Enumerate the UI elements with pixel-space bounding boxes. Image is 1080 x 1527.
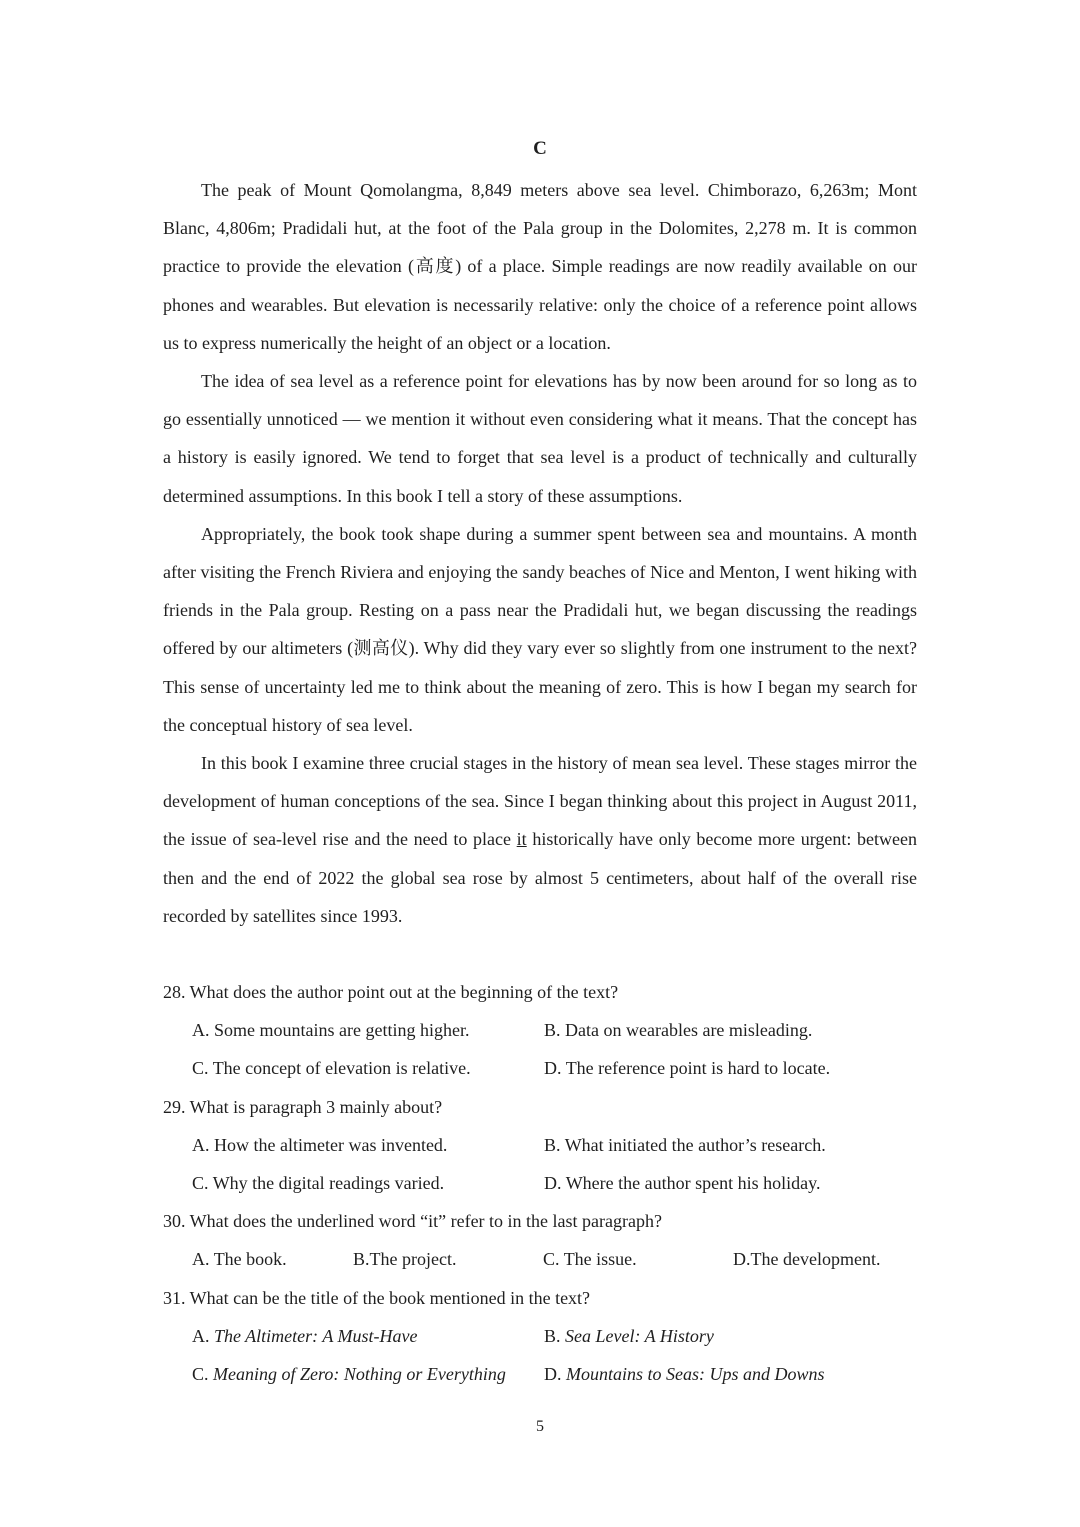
question-stem: 28. What does the author point out at the beginning of the text?: [163, 982, 619, 1002]
option-a: [192, 1011, 544, 1049]
option-d: [544, 1049, 830, 1087]
option-text: Sea Level: A History: [565, 1325, 714, 1346]
option-letter: A.: [192, 1020, 214, 1041]
question-29: [163, 1088, 923, 1203]
option-row: [163, 1240, 923, 1278]
question-30: [163, 1202, 923, 1278]
option-c: [543, 1240, 733, 1278]
option-letter: A.: [192, 1325, 214, 1346]
option-d: [733, 1240, 923, 1278]
option-b: [544, 1126, 826, 1164]
question-stem: 31. What can be the title of the book mentioned in the text?: [163, 1287, 591, 1308]
option-letter: B.: [353, 1249, 370, 1270]
paragraph-4-text-start: In this book I examine three crucial stages in the history of mean sea level. These stages mirror the development of human conceptions of the sea. Since I began thinking about this project in August 2011, the issue of sea-level rise and the need to place: [163, 753, 917, 850]
option-text: The reference point is hard to locate.: [565, 1058, 831, 1079]
option-letter: B.: [544, 1134, 565, 1155]
option-letter: D.: [544, 1173, 566, 1194]
question-stem: 29. What is paragraph 3 mainly about?: [163, 1096, 443, 1117]
option-text: The project.: [369, 1249, 457, 1270]
option-letter: B.: [544, 1020, 566, 1041]
option-row: [163, 1164, 923, 1202]
option-row: [163, 1126, 923, 1164]
option-c: [192, 1164, 544, 1202]
option-c: [192, 1355, 544, 1393]
option-text: Why the digital readings varied.: [212, 1173, 445, 1194]
passage-paragraph-3: Appropriately, the book took shape during a summer spent between sea and mountains. A month after visiting the French Riviera and enjoying the sandy beaches of Nice and Menton, I went hiking with friends in the Pala group. Resting on a pass near the Pradidali hut, we began discussing the readings offered by our altimeters (测高仪). Why did they vary ever so slightly from one instrument to the next? This sense of uncertainty led me to think about the meaning of zero. This is how I began my search for the conceptual history of sea level.: [163, 523, 917, 735]
option-b: [544, 1011, 812, 1049]
option-letter: D.: [544, 1058, 566, 1079]
option-a: [192, 1317, 544, 1355]
section-heading: C: [533, 138, 547, 159]
option-b: [353, 1240, 543, 1278]
option-text: The Altimeter: A Must-Have: [214, 1325, 418, 1346]
option-letter: B.: [544, 1325, 566, 1346]
option-letter: D.: [544, 1364, 566, 1385]
option-letter: A.: [192, 1249, 214, 1270]
option-text: Meaning of Zero: Nothing or Everything: [213, 1364, 506, 1385]
option-row: [163, 1049, 923, 1087]
option-letter: C.: [543, 1249, 564, 1270]
option-text: How the altimeter was invented.: [214, 1134, 448, 1155]
reading-passage: [163, 171, 917, 935]
paragraph-4-text-end: historically have only become more urgent: between then and the end of 2022 the global sea rose by almost 5 centimeters, about half of the overall rise recorded by satellites since 1993.: [163, 829, 917, 926]
option-row: [163, 1317, 923, 1355]
option-letter: D.: [733, 1249, 751, 1270]
option-letter: A.: [192, 1134, 214, 1155]
option-text: Where the author spent his holiday.: [565, 1173, 821, 1194]
option-text: The book.: [213, 1249, 287, 1270]
option-a: [192, 1240, 353, 1278]
option-text: The issue.: [563, 1249, 637, 1270]
option-row: [163, 1011, 923, 1049]
option-text: Data on wearables are misleading.: [565, 1020, 813, 1041]
passage-paragraph-4: [163, 744, 917, 935]
option-letter: C.: [192, 1173, 213, 1194]
option-text: The concept of elevation is relative.: [212, 1058, 471, 1079]
underlined-word: it: [516, 829, 527, 850]
option-letter: C.: [192, 1058, 213, 1079]
option-a: [192, 1126, 544, 1164]
option-row: [163, 1355, 923, 1393]
option-c: [192, 1049, 544, 1087]
question-31: [163, 1279, 923, 1394]
option-text: Mountains to Seas: Ups and Downs: [566, 1364, 825, 1385]
option-letter: C.: [192, 1364, 214, 1385]
question-stem: 30. What does the underlined word “it” refer to in the last paragraph?: [163, 1211, 662, 1232]
question-list: [163, 973, 923, 1393]
option-b: [544, 1317, 714, 1355]
question-28: [163, 973, 923, 1088]
option-d: [544, 1164, 820, 1202]
page-number: 5: [536, 1418, 544, 1435]
passage-paragraph-1: The peak of Mount Qomolangma, 8,849 meters above sea level. Chimborazo, 6,263m; Mont Blanc, 4,806m; Pradidali hut, at the foot of the Pala group in the Dolomites, 2,278 m. It is common practice to provide the elevation (高度) of a place. Simple readings are now readily available on our phones and wearables. But elevation is necessarily relative: only the choice of a reference point allows us to express numerically the height of an object or a location.: [163, 180, 917, 353]
option-text: The development.: [750, 1249, 881, 1270]
passage-paragraph-2: The idea of sea level as a reference point for elevations has by now been around for so long as to go essentially unnoticed — we mention it without even considering what it means. That the concept has a history is easily ignored. We tend to forget that sea level is a product of technically and culturally determined assumptions. In this book I tell a story of these assumptions.: [163, 371, 917, 506]
option-text: What initiated the author’s research.: [564, 1134, 826, 1155]
option-text: Some mountains are getting higher.: [214, 1020, 470, 1041]
option-d: [544, 1355, 825, 1393]
